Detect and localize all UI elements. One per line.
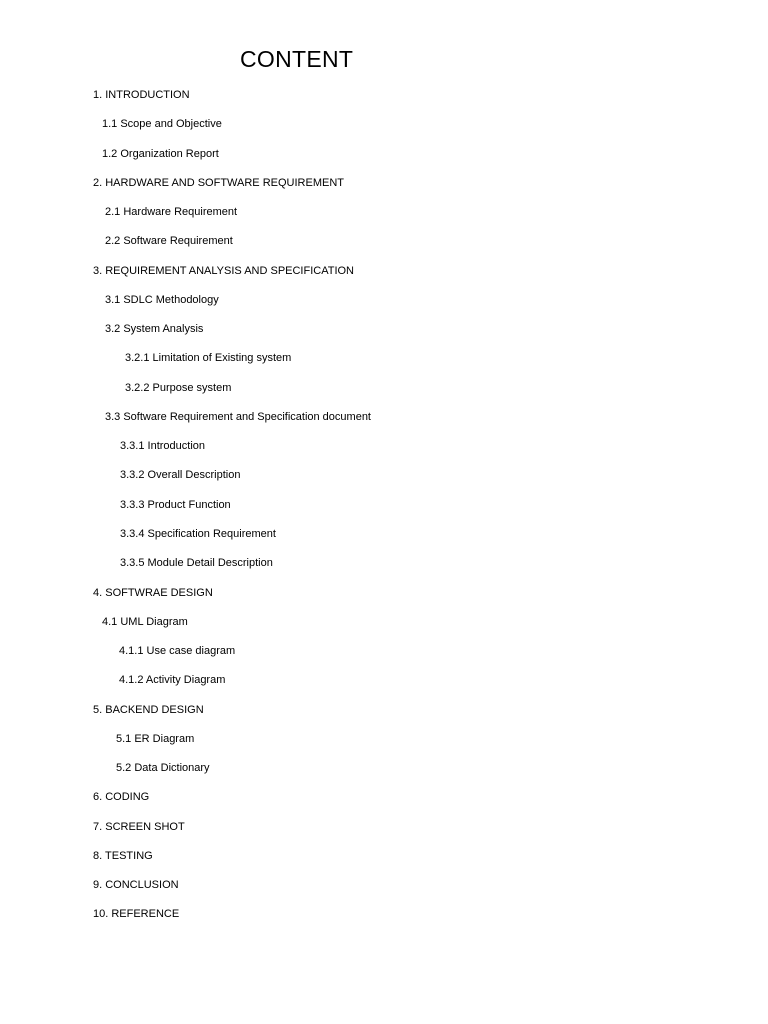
toc-entry-4-1-1: 4.1.1 Use case diagram bbox=[119, 645, 236, 658]
toc-entry-4-1: 4.1 UML Diagram bbox=[102, 615, 188, 628]
page-title: CONTENT bbox=[240, 46, 354, 72]
toc-entry-1-1: 1.1 Scope and Objective bbox=[102, 118, 222, 131]
table-of-contents bbox=[0, 86, 768, 935]
toc-entry-3-2: 3.2 System Analysis bbox=[105, 323, 204, 336]
toc-entry-3-3-5: 3.3.5 Module Detail Description bbox=[120, 557, 273, 570]
toc-entry-3-3-3: 3.3.3 Product Function bbox=[120, 498, 231, 511]
toc-entry-3: 3. REQUIREMENT ANALYSIS AND SPECIFICATION bbox=[93, 264, 355, 277]
toc-entry-4: 4. SOFTWRAE DESIGN bbox=[93, 586, 213, 599]
toc-entry-3-3-4: 3.3.4 Specification Requirement bbox=[120, 527, 276, 540]
toc-entry-3-2-1: 3.2.1 Limitation of Existing system bbox=[125, 352, 292, 365]
toc-entry-8: 8. TESTING bbox=[93, 849, 153, 862]
toc-entry-4-1-2: 4.1.2 Activity Diagram bbox=[119, 674, 226, 687]
toc-entry-5: 5. BACKEND DESIGN bbox=[93, 703, 204, 716]
toc-entry-9: 9. CONCLUSION bbox=[93, 879, 179, 892]
toc-entry-2-2: 2.2 Software Requirement bbox=[105, 235, 233, 248]
toc-entry-2-1: 2.1 Hardware Requirement bbox=[105, 206, 238, 219]
toc-entry-3-1: 3.1 SDLC Methodology bbox=[105, 293, 219, 306]
toc-entry-3-2-2: 3.2.2 Purpose system bbox=[125, 381, 232, 394]
toc-entry-1-2: 1.2 Organization Report bbox=[102, 147, 219, 160]
toc-entry-6: 6. CODING bbox=[93, 791, 150, 804]
toc-entry-5-1: 5.1 ER Diagram bbox=[116, 732, 195, 745]
toc-entry-1: 1. INTRODUCTION bbox=[93, 89, 190, 101]
toc-entry-3-3: 3.3 Software Requirement and Specification document bbox=[105, 410, 371, 423]
toc-entry-3-3-2: 3.3.2 Overall Description bbox=[120, 469, 241, 482]
toc-entry-7: 7. SCREEN SHOT bbox=[93, 820, 185, 833]
toc-entry-2: 2. HARDWARE AND SOFTWARE REQUIREMENT bbox=[93, 176, 344, 189]
toc-entry-3-3-1: 3.3.1 Introduction bbox=[120, 440, 206, 453]
toc-entry-5-2: 5.2 Data Dictionary bbox=[116, 762, 210, 775]
toc-entry-10: 10. REFERENCE bbox=[93, 908, 180, 921]
